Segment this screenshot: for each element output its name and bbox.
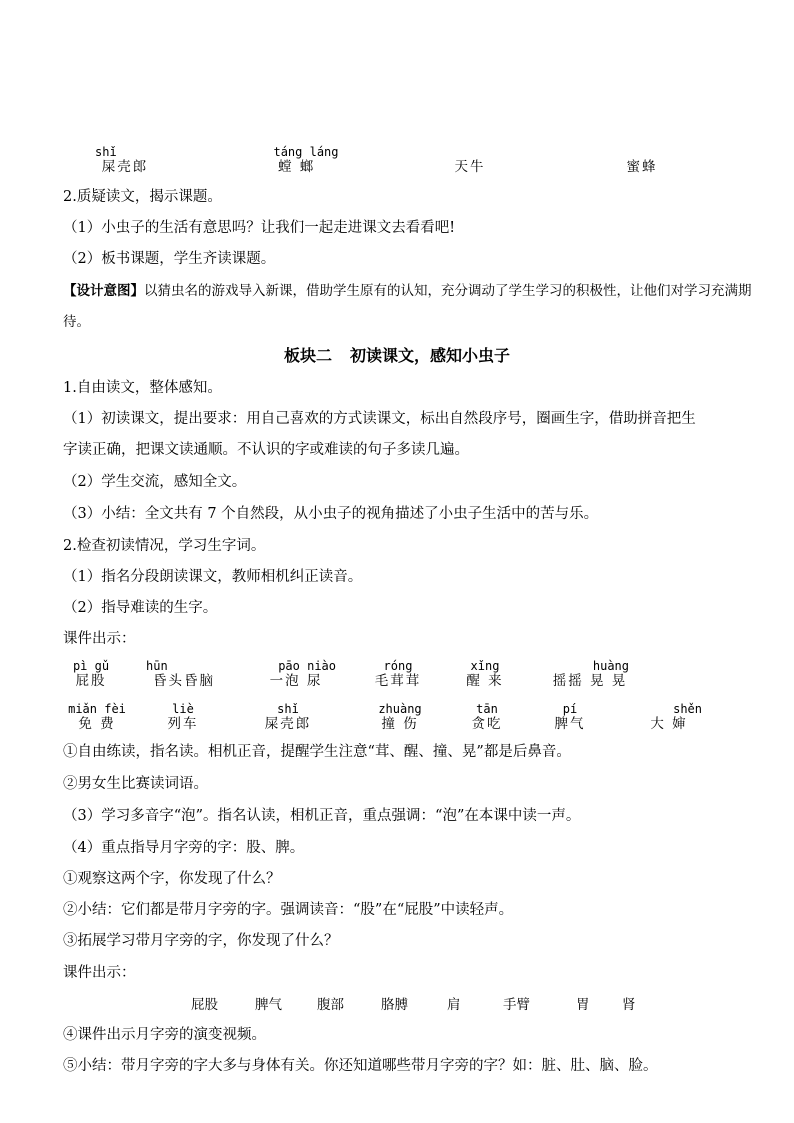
section-title: 初读课文，感知小虫子 [350,346,511,365]
pinyin: xǐng [470,659,500,673]
text-line: （4）重点指导月字旁的字：股、脾。 [63,840,305,856]
word-shikelang [95,146,155,176]
hanzi: 一泡 尿 [269,673,323,689]
hanzi: 天牛 [454,159,486,175]
hanzi: 贪吃 [471,716,503,732]
vocab-item [462,703,512,733]
hanzi: 醒 来 [466,673,504,689]
yue-word: 胃 [576,997,590,1013]
vocab-item [66,660,116,690]
text-line: （1）初读课文，提出要求：用自己喜欢的方式读课文，标出自然段序号，圈画生字，借助拼音把生 [63,411,696,427]
vocab-item [460,660,510,690]
word-mifeng [612,146,672,176]
text-line: ①观察这两个字，你发现了什么？ [63,871,281,887]
vocab-item [370,660,426,690]
section-number: 板块二 [283,346,332,365]
hanzi: 屎壳郎 [101,159,149,175]
design-intent [63,276,753,338]
yue-word: 肩 [447,997,461,1013]
hanzi: 屁股 [75,673,107,689]
text-line: （2）板书课题，学生齐读课题。 [63,251,276,267]
text-line: 1.自由读文，整体感知。 [63,380,222,396]
section-heading [0,343,794,366]
pinyin: pì gǔ [72,659,110,673]
yue-word: 胳膊 [381,997,408,1013]
text-line: 课件出示： [63,965,136,981]
pinyin: róng [383,659,413,673]
text-line: ②小结：它们都是带月字旁的字。强调读音：“股”在“屁股”中读轻声。 [63,902,514,918]
word-tanglang [270,146,342,176]
text-line: ④课件出示月字旁的演变视频。 [63,1027,266,1043]
hanzi: 屎壳郎 [264,716,312,732]
pinyin [440,146,500,159]
hanzi: 摇摇 晃 晃 [552,673,628,689]
hanzi: 螳 螂 [278,159,316,175]
text-line: 课件出示： [63,631,136,647]
hanzi: 撞 伤 [381,716,419,732]
hanzi: 蜜蜂 [626,159,658,175]
vocab-item [256,660,336,690]
hanzi: 昏头昏脑 [153,673,215,689]
vocab-item [545,703,595,733]
yue-word: 脾气 [255,997,282,1013]
yue-word: 肾 [622,997,636,1013]
pinyin: pí [562,702,578,716]
vocab-item [66,703,128,733]
design-intent-text: 以猜虫名的游戏导入新课，借助学生原有的认知，充分调动了学生学习的积极性，让他们对学习充满期待。 [63,283,752,330]
pinyin: shěn [673,702,702,716]
text-line: 2.检查初读情况，学习生字词。 [63,538,266,554]
text-line: ①自由练读，指名读。相机正音，提醒学生注意“茸、醒、撞、晃”都是后鼻音。 [63,744,571,760]
hanzi: 毛茸茸 [374,673,422,689]
text-line: ②男女生比赛读词语。 [63,776,208,792]
hanzi: 脾气 [554,716,586,732]
pinyin: miǎn fèi [68,702,126,716]
yue-word: 手臂 [503,997,530,1013]
vocab-item [636,703,702,733]
vocab-item [545,660,635,690]
pinyin: liè [172,702,194,716]
pinyin: pāo niào [278,659,336,673]
pinyin: huàng [592,659,629,673]
word-tianniu [440,146,500,176]
vocab-item [146,660,222,690]
pinyin: hūn [146,659,168,673]
yue-word: 屁股 [191,997,218,1013]
hanzi: 列车 [167,716,199,732]
hanzi: 大 婶 [650,716,688,732]
yue-word: 腹部 [317,997,344,1013]
pinyin: táng láng [273,145,339,159]
vocab-item [256,703,320,733]
text-line: （3）小结：全文共有 7 个自然段，从小虫子的视角描述了小虫子生活中的苦与乐。 [63,506,599,522]
pinyin: shǐ [95,145,117,159]
text-line: 字读正确，把课文读通顺。不认识的字或难读的句子多读几遍。 [63,442,469,458]
text-line: ⑤小结：带月字旁的字大多与身体有关。你还知道哪些带月字旁的字？如：脏、肚、脑、脸。 [63,1058,658,1074]
pinyin [612,146,672,159]
text-line: ③拓展学习带月字旁的字，你发现了什么？ [63,933,339,949]
text-line: （1）指名分段朗读课文，教师相机纠正读音。 [63,569,363,585]
text-line: （3）学习多音字“泡”。指名认读，相机正音，重点强调：“泡”在本课中读一声。 [63,808,581,824]
text-line: 2.质疑读文，揭示课题。 [63,189,222,205]
design-intent-label: 【设计意图】 [63,283,144,299]
pinyin: tān [476,702,498,716]
text-line: （2）学生交流，感知全文。 [63,474,247,490]
text-line: （1）小虫子的生活有意思吗？让我们一起走进课文去看看吧! [63,220,456,236]
vocab-item [158,703,208,733]
text-line: （2）指导难读的生字。 [63,600,218,616]
vocab-item [368,703,432,733]
pinyin: shǐ [277,702,299,716]
pinyin: zhuàng [378,702,422,716]
hanzi: 免 费 [78,716,116,732]
